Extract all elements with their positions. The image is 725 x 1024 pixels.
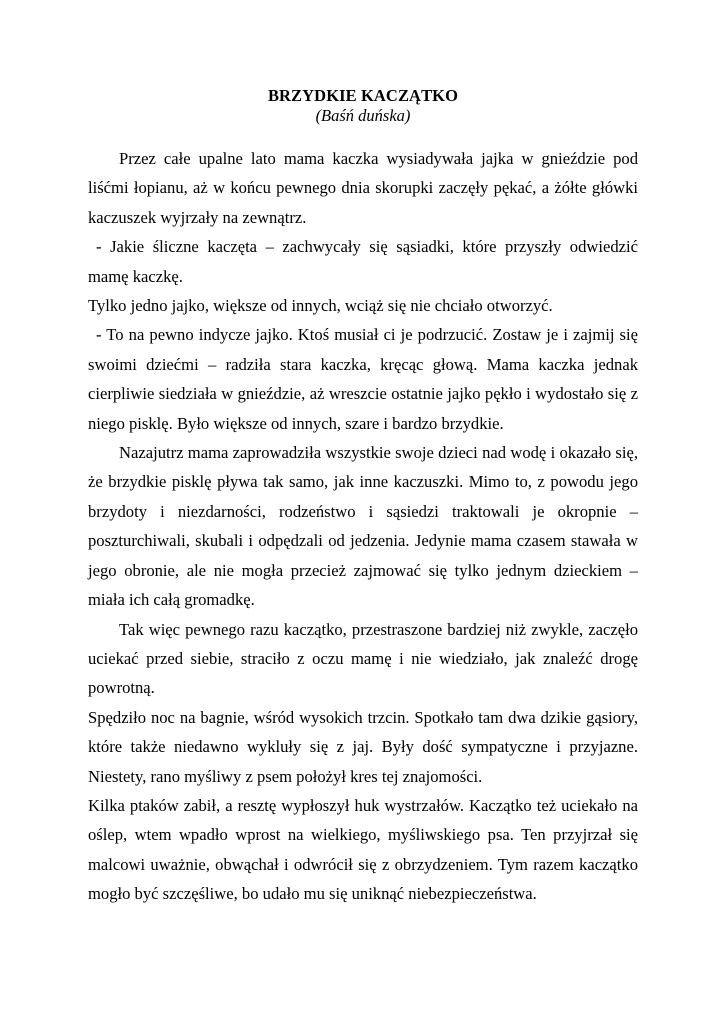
document-subtitle: (Baśń duńska) <box>315 106 411 125</box>
paragraph: - Jakie śliczne kaczęta – zachwycały się sąsiadki, które przyszły odwiedzić mamę kaczkę. <box>88 237 638 286</box>
paragraph: Nazajutrz mama zaprowadziła wszystkie swoje dzieci nad wodę i okazało się, że brzydkie pisklę pływa tak samo, jak inne kaczuszki. Mimo to, z powodu jego brzydoty i niezdarności, rodzeństwo i sąsiedzi traktowali je okropnie – poszturchiwali, skubali i odpędzali od jedzenia. Jedynie mama czasem stawała w jego obronie, ale nie mogła przecież zajmować się tylko jednym dzieckiem – miała ich całą gromadkę. <box>88 443 638 610</box>
paragraph: Przez całe upalne lato mama kaczka wysiadywała jajka w gnieździe pod liśćmi łopianu, aż w końcu pewnego dnia skorupki zaczęły pękać, a żółte główki kaczuszek wyjrzały na zewnątrz. <box>88 149 638 227</box>
document-page <box>88 86 638 909</box>
paragraph: Kilka ptaków zabił, a resztę wypłoszył huk wystrzałów. Kaczątko też uciekało na oślep, wtem wpadło wprost na wielkiego, myśliwskiego psa. Ten przyjrzał się malcowi uważnie, obwąchał i odwrócił się z obrzydzeniem. Tym razem kaczątko mogło być szczęśliwe, bo udało mu się uniknąć niebezpieczeństwa. <box>88 795 638 904</box>
paragraph: Spędziło noc na bagnie, wśród wysokich trzcin. Spotkało tam dwa dzikie gąsiory, które także niedawno wykluły się z jaj. Były dość sympatyczne i przyjazne. Niestety, rano myśliwy z psem położył kres tej znajomości. <box>88 707 638 786</box>
document-title: BRZYDKIE KACZĄTKO <box>267 86 459 105</box>
paragraph: - To na pewno indycze jajko. Ktoś musiał ci je podrzucić. Zostaw je i zajmij się swoimi dziećmi – radziła stara kaczka, kręcąc głową. Mama kaczka jednak cierpliwie siedziała w gnieździe, aż wreszcie ostatnie jajko pękło i wydostało się z niego pisklę. Było większe od innych, szare i bardzo brzydkie. <box>88 325 638 433</box>
document-body <box>88 144 638 909</box>
paragraph: Tylko jedno jajko, większe od innych, wciąż się nie chciało otworzyć. <box>88 296 553 316</box>
paragraph: Tak więc pewnego razu kaczątko, przestraszone bardziej niż zwykle, zaczęło uciekać przed siebie, straciło z oczu mamę i nie wiedziało, jak znaleźć drogę powrotną. <box>88 619 638 698</box>
